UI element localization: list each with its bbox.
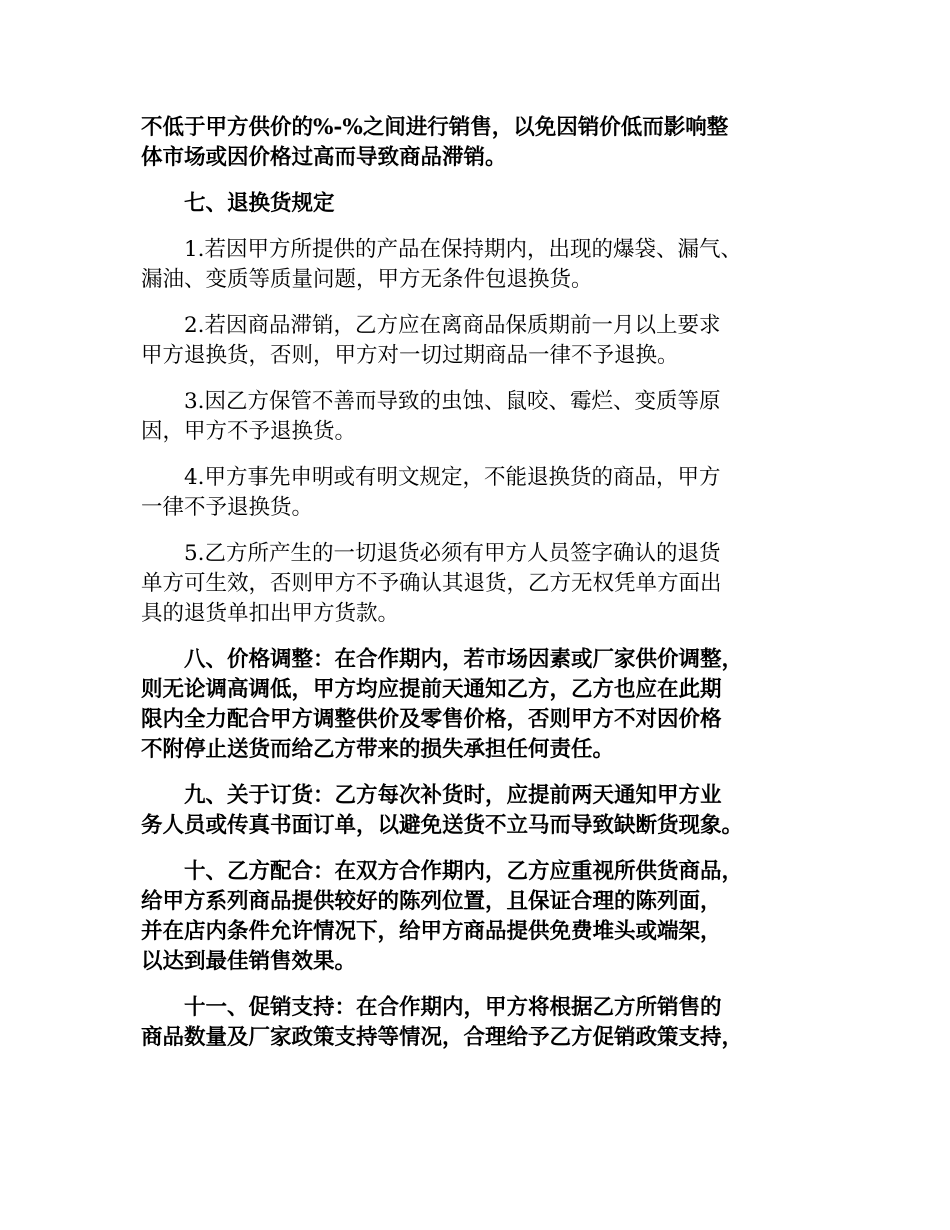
text-line: 甲方退换货，否则，甲方对一切过期商品一律不予退换。 bbox=[141, 343, 679, 368]
text-line: 八、价格调整：在合作期内，若市场因素或厂家供价调整， bbox=[184, 647, 744, 672]
paragraph-return-item-3 bbox=[141, 387, 831, 447]
paragraph-ordering bbox=[141, 781, 831, 841]
paragraph-return-item-5 bbox=[141, 539, 831, 629]
text-line: 5.乙方所产生的一切退货必须有甲方人员签字确认的退货 bbox=[184, 541, 721, 566]
text-line: 九、关于订货：乙方每次补货时，应提前两天通知甲方业 bbox=[184, 783, 722, 808]
text-line: 单方可生效，否则甲方不予确认其退货，乙方无权凭单方面出 bbox=[141, 571, 722, 596]
text-line: 4.甲方事先申明或有明文规定，不能退换货的商品，甲方 bbox=[184, 465, 721, 490]
text-line: 2.若因商品滞销，乙方应在离商品保质期前一月以上要求 bbox=[184, 313, 721, 338]
text-line: 体市场或因价格过高而导致商品滞销。 bbox=[141, 145, 507, 170]
paragraph-return-item-4 bbox=[141, 463, 831, 523]
text-line: 务人员或传真书面订单，以避免送货不立马而导致缺断货现象。 bbox=[141, 813, 744, 838]
paragraph-price-range bbox=[141, 113, 831, 173]
text-line: 十一、促销支持：在合作期内，甲方将根据乙方所销售的 bbox=[184, 995, 722, 1020]
document-page bbox=[141, 113, 831, 1069]
text-line: 并在店内条件允许情况下，给甲方商品提供免费堆头或端架， bbox=[141, 919, 722, 944]
section-heading-returns bbox=[141, 189, 831, 219]
text-line: 具的退货单扣出甲方货款。 bbox=[141, 601, 400, 626]
text-line: 3.因乙方保管不善而导致的虫蚀、鼠咬、霉烂、变质等原 bbox=[184, 389, 721, 414]
text-line: 十、乙方配合：在双方合作期内，乙方应重视所供货商品， bbox=[184, 859, 744, 884]
paragraph-promotion-support bbox=[141, 993, 831, 1053]
paragraph-return-item-2 bbox=[141, 311, 831, 371]
text-line: 限内全力配合甲方调整供价及零售价格，否则甲方不对因价格 bbox=[141, 707, 722, 732]
paragraph-cooperation bbox=[141, 857, 831, 977]
text-line: 商品数量及厂家政策支持等情况，合理给予乙方促销政策支持， bbox=[141, 1025, 744, 1050]
paragraph-return-item-1 bbox=[141, 235, 831, 295]
text-line: 以达到最佳销售效果。 bbox=[141, 949, 357, 974]
text-line: 漏油、变质等质量问题，甲方无条件包退换货。 bbox=[141, 267, 593, 292]
text-line: 七、退换货规定 bbox=[184, 191, 335, 216]
text-line: 1.若因甲方所提供的产品在保持期内，出现的爆袋、漏气、 bbox=[184, 237, 743, 262]
text-line: 一律不予退换货。 bbox=[141, 495, 314, 520]
text-line: 给甲方系列商品提供较好的陈列位置，且保证合理的陈列面， bbox=[141, 889, 722, 914]
text-line: 则无论调高调低，甲方均应提前天通知乙方，乙方也应在此期 bbox=[141, 677, 722, 702]
text-line: 不附停止送货而给乙方带来的损失承担任何责任。 bbox=[141, 737, 615, 762]
paragraph-price-adjustment bbox=[141, 645, 831, 765]
text-line: 因，甲方不予退换货。 bbox=[141, 419, 357, 444]
text-line: 不低于甲方供价的%-%之间进行销售，以免因销价低而影响整 bbox=[141, 115, 729, 140]
